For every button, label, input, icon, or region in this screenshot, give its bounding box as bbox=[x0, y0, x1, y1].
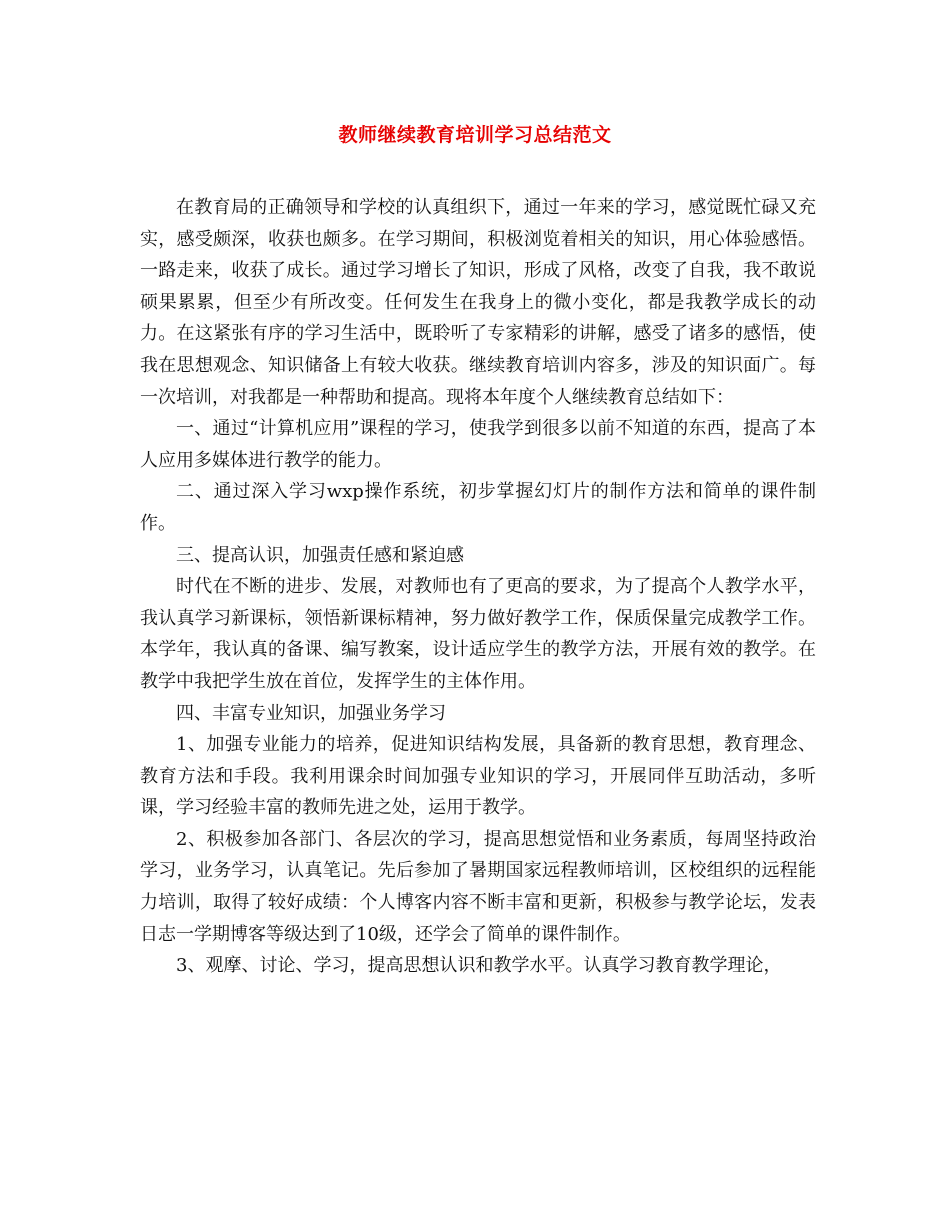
section-heading-4: 四、丰富专业知识，加强业务学习 bbox=[176, 702, 446, 724]
document-body bbox=[140, 192, 816, 982]
paragraph-point-3: 3、观摩、讨论、学习，提高思想认识和教学水平。认真学习教育教学理论， bbox=[176, 955, 782, 977]
document-title: 教师继续教育培训学习总结范文 bbox=[338, 124, 612, 146]
paragraph-item-2: 二、通过深入学习wxp操作系统，初步掌握幻灯片的制作方法和简单的课件制作。 bbox=[140, 481, 816, 534]
paragraph-item-1: 一、通过“计算机应用”课程的学习，使我学到很多以前不知道的东西，提高了本人应用多媒体进行教学的能力。 bbox=[140, 418, 816, 471]
paragraph-point-1: 1、加强专业能力的培养，促进知识结构发展，具备新的教育思想，教育理念、教育方法和手段。我利用课余时间加强专业知识的学习，开展同伴互助活动，多听课，学习经验丰富的教师先进之处，运用于教学。 bbox=[140, 734, 816, 819]
paragraph-point-2: 2、积极参加各部门、各层次的学习，提高思想觉悟和业务素质，每周坚持政治学习，业务学习，认真笔记。先后参加了暑期国家远程教师培训，区校组织的远程能力培训，取得了较好成绩：个人博客内容不断丰富和更新，积极参与教学论坛，发表日志一学期博客等级达到了10级，还学会了简单的课件制作。 bbox=[140, 828, 816, 945]
paragraph-section-3: 时代在不断的进步、发展，对教师也有了更高的要求，为了提高个人教学水平，我认真学习新课标，领悟新课标精神，努力做好教学工作，保质保量完成教学工作。本学年，我认真的备课、编写教案，设计适应学生的教学方法，开展有效的教学。在教学中我把学生放在首位，发挥学生的主体作用。 bbox=[140, 576, 816, 692]
section-heading-3: 三、提高认识，加强责任感和紧迫感 bbox=[176, 544, 464, 566]
paragraph-intro: 在教育局的正确领导和学校的认真组织下，通过一年来的学习，感觉既忙碌又充实，感受颇深，收获也颇多。在学习期间，积极浏览着相关的知识，用心体验感悟。一路走来，收获了成长。通过学习增长了知识，形成了风格，改变了自我，我不敢说硕果累累，但至少有所改变。任何发生在我身上的微小变化，都是我教学成长的动力。在这紧张有序的学习生活中，既聆听了专家精彩的讲解，感受了诸多的感悟，使我在思想观念、知识储备上有较大收获。继续教育培训内容多，涉及的知识面广。每一次培训，对我都是一种帮助和提高。现将本年度个人继续教育总结如下： bbox=[140, 197, 816, 408]
